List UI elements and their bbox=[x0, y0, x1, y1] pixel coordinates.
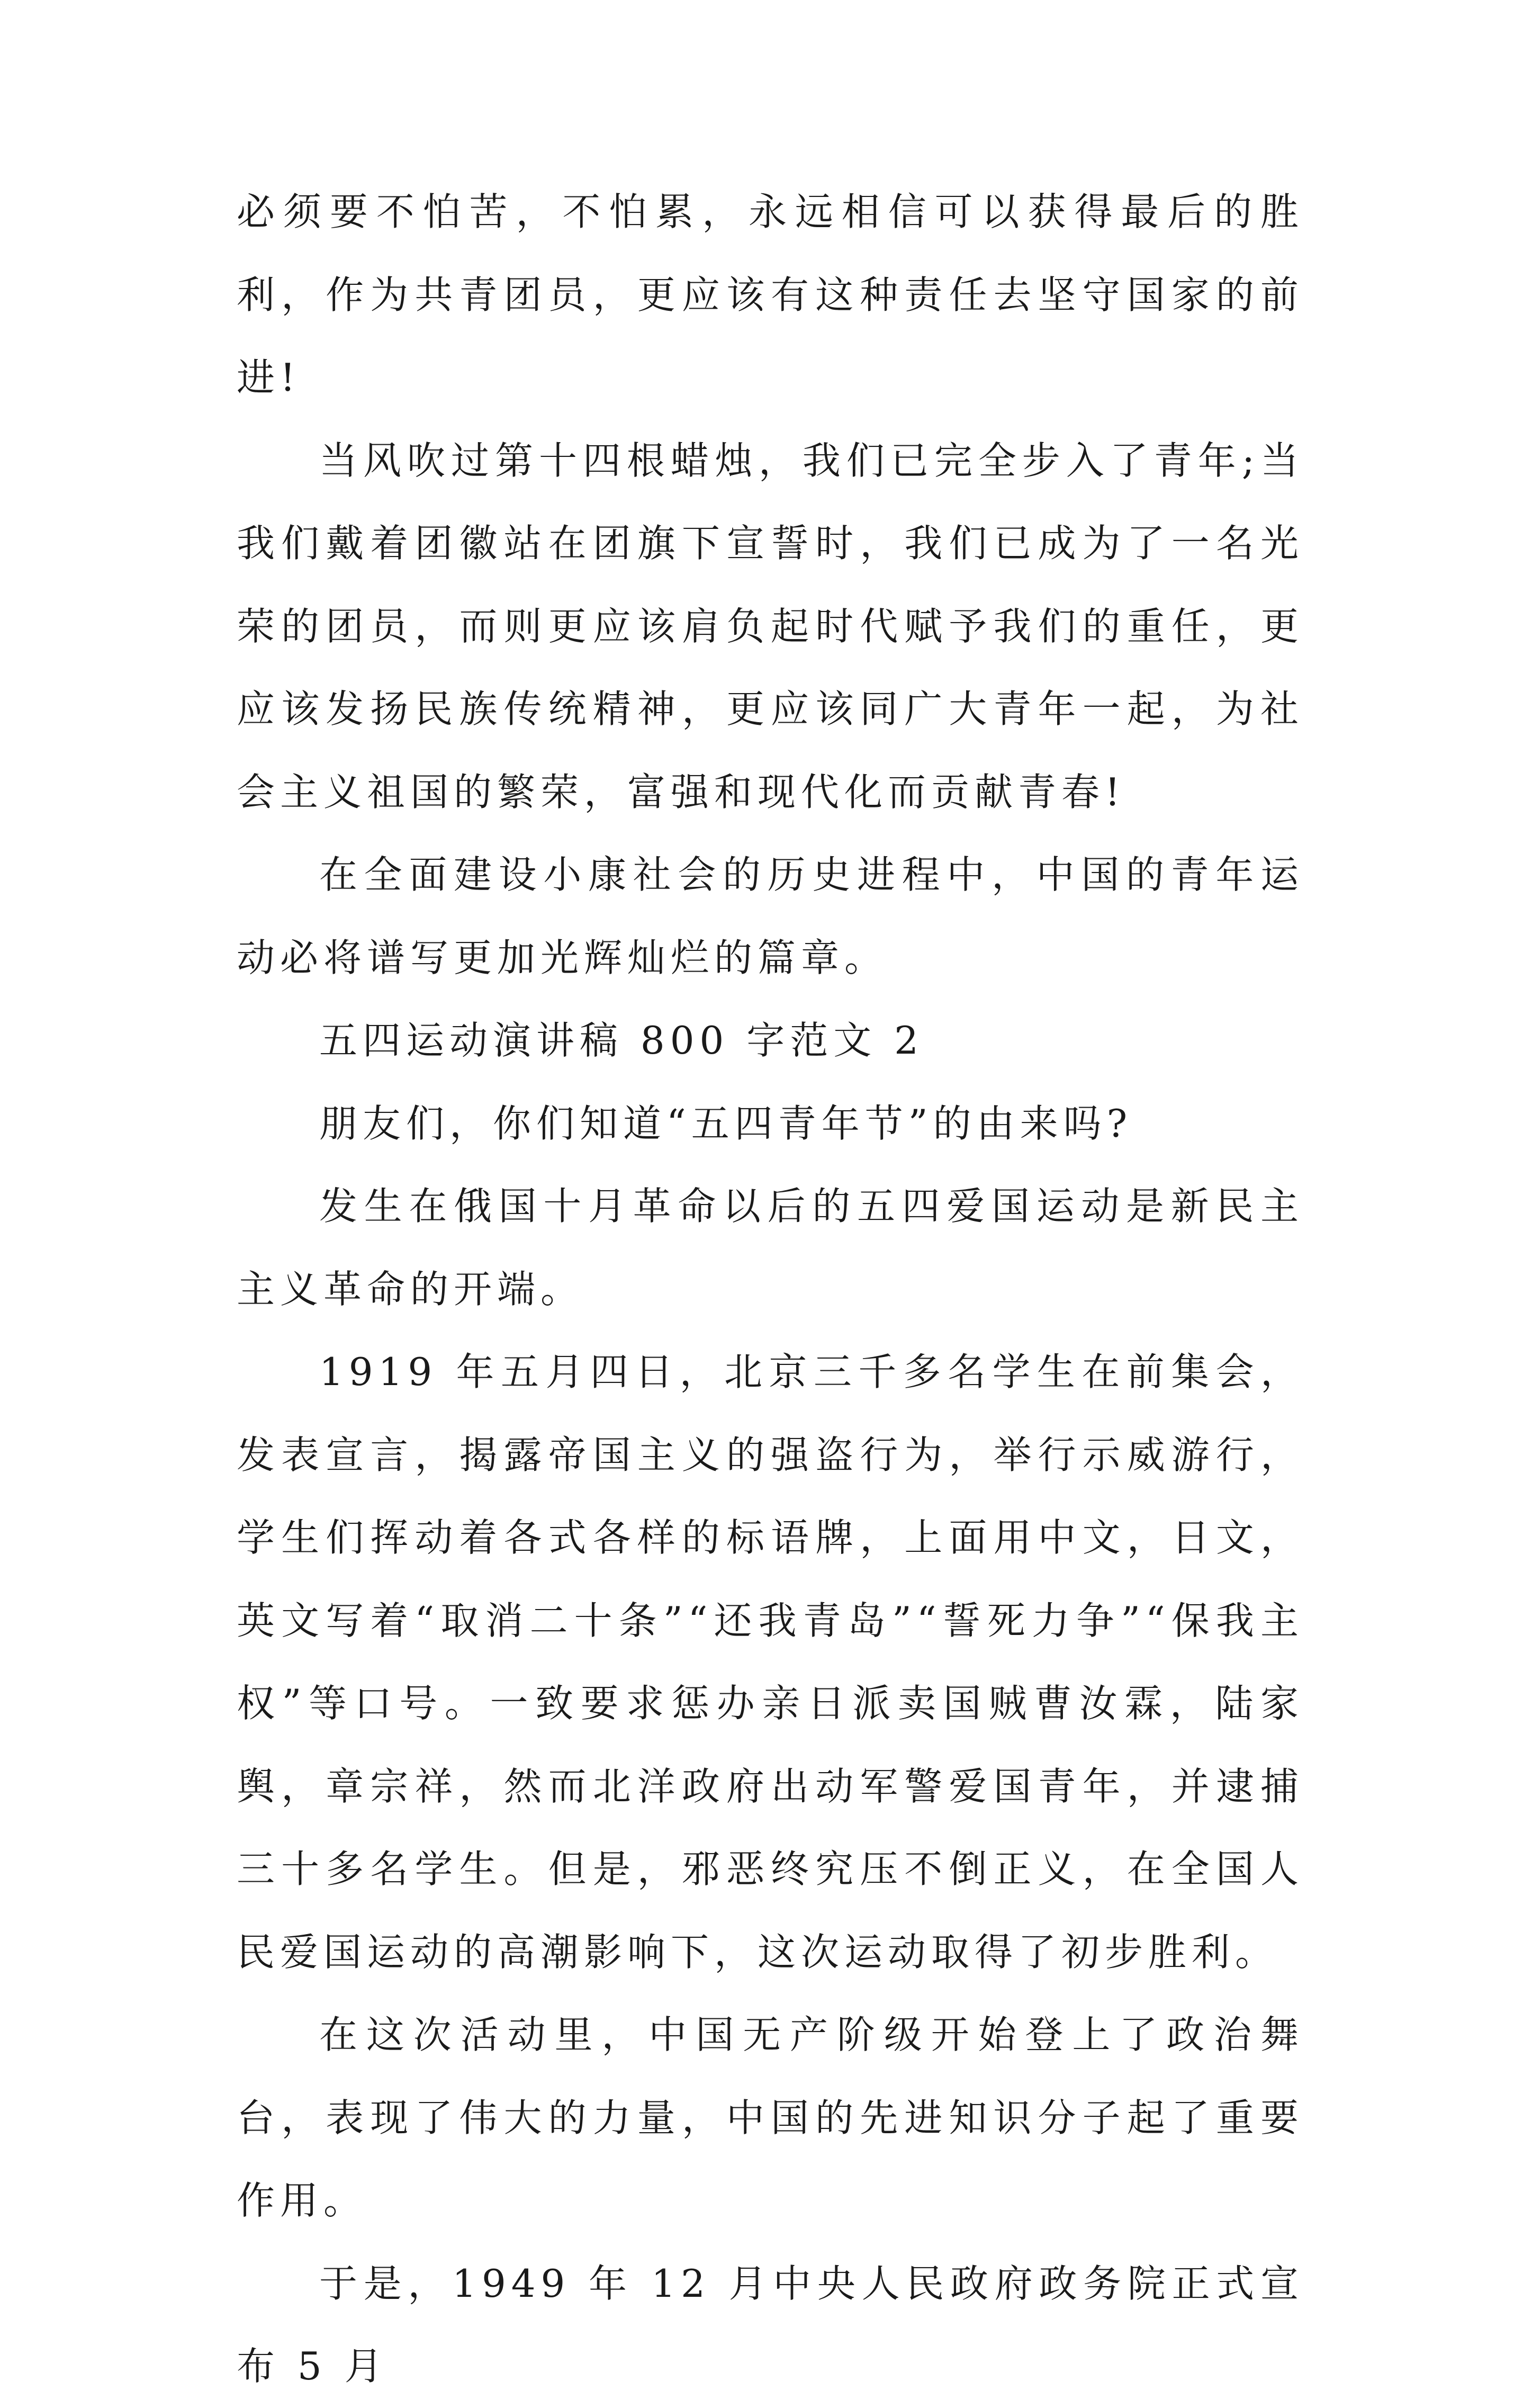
paragraph-2: 当风吹过第十四根蜡烛，我们已完全步入了青年;当我们戴着团徽站在团旗下宣誓时，我们已成为了一名光荣的团员，而则更应该肩负起时代赋予我们的重任，更应该发扬民族传统精神，更应该同广大青年一起，为社会主义祖国的繁荣，富强和现代化而贡献青春! bbox=[237, 438, 1304, 814]
section-heading: 五四运动演讲稿 800 字范文 2 bbox=[319, 1018, 924, 1063]
paragraph-6: 发生在俄国十月革命以后的五四爱国运动是新民主主义革命的开端。 bbox=[237, 1184, 1304, 1311]
paragraph-5: 朋友们，你们知道“五四青年节”的由来吗? bbox=[319, 1101, 1133, 1146]
paragraph-7: 1919 年五月四日，北京三千多名学生在前集会，发表宣言，揭露帝国主义的强盗行为，举行示威游行，学生们挥动着各式各样的标语牌，上面用中文，日文，英文写着“取消二十条”“还我青岛”“誓死力争”“保我主权”等口号。一致要求惩办亲日派卖国贼曹汝霖，陆家舆，章宗祥，然而北洋政府出动军警爱国青年，并逮捕三十多名学生。但是，邪恶终究压不倒正义，在全国人民爱国运动的高潮影响下，这次运动取得了初步胜利。 bbox=[237, 1350, 1304, 1974]
paragraph-1: 必须要不怕苦，不怕累，永远相信可以获得最后的胜利，作为共青团员，更应该有这种责任去坚守国家的前进! bbox=[237, 190, 1304, 400]
document-body bbox=[237, 170, 1304, 2408]
paragraph-8: 在这次活动里，中国无产阶级开始登上了政治舞台，表现了伟大的力量，中国的先进知识分子起了重要作用。 bbox=[237, 2012, 1304, 2223]
paragraph-3: 在全面建设小康社会的历史进程中，中国的青年运动必将谱写更加光辉灿烂的篇章。 bbox=[237, 852, 1304, 980]
paragraph-9: 于是，1949 年 12 月中央人民政府政务院正式宣布 5 月 bbox=[237, 2261, 1304, 2388]
